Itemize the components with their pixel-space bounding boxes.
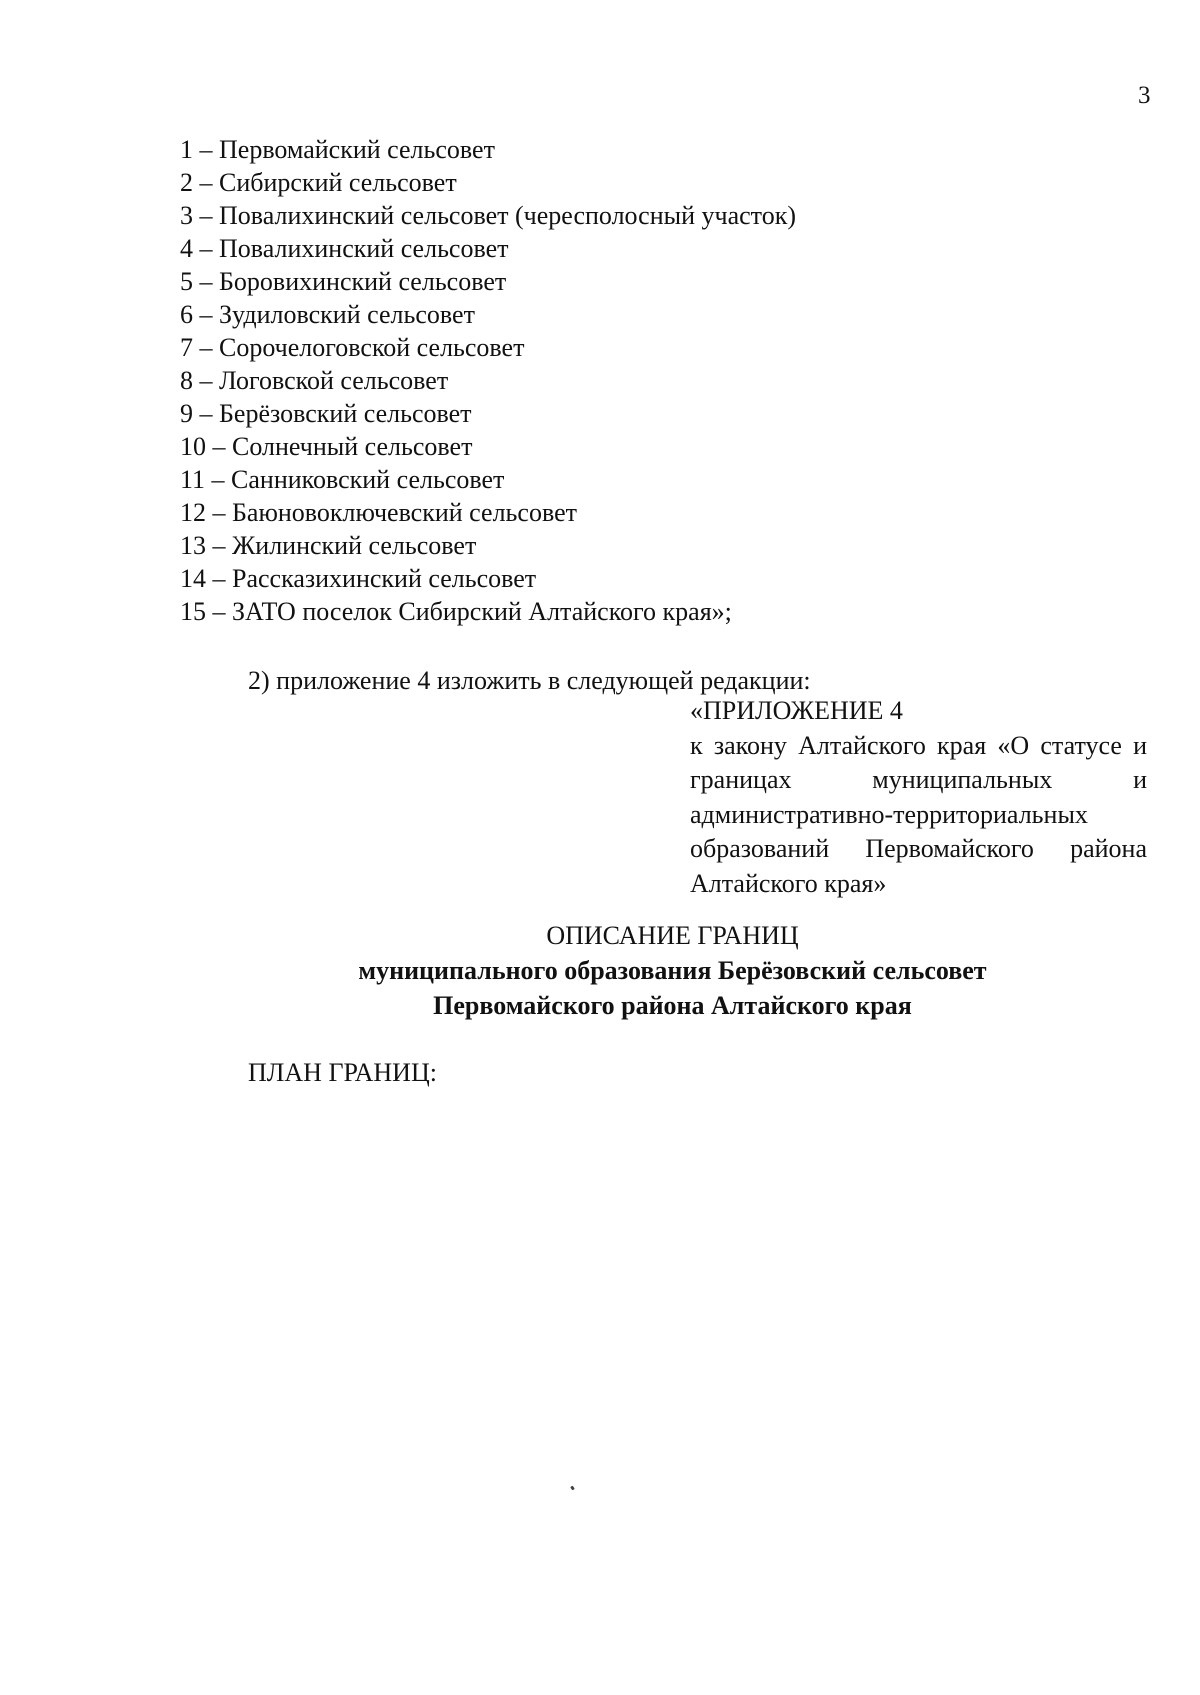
legend-item: 3 – Повалихинский сельсовет (чересполосный участок)	[180, 201, 796, 230]
amendment-instruction: 2) приложение 4 изложить в следующей редакции:	[248, 666, 811, 695]
legend-item: 5 – Боровихинский сельсовет	[180, 267, 507, 296]
description-heading: ОПИСАНИЕ ГРАНИЦ	[546, 921, 799, 950]
legend-item: 10 – Солнечный сельсовет	[180, 432, 473, 461]
description-title	[0, 918, 1200, 1023]
appendix-header	[690, 694, 1147, 901]
legend-item: 7 – Сорочелоговской сельсовет	[180, 333, 525, 362]
legend-list	[180, 133, 1080, 628]
scan-speck	[570, 1486, 575, 1491]
legend-item: 8 – Логовской сельсовет	[180, 366, 449, 395]
plan-label: ПЛАН ГРАНИЦ:	[248, 1058, 437, 1087]
legend-item: 12 – Баюновоключевский сельсовет	[180, 498, 577, 527]
page-number: 3	[1138, 82, 1151, 109]
description-subheading: муниципального образования Берёзовский сельсовет	[358, 956, 987, 985]
appendix-reference: к закону Алтайского края «О статусе и границах муниципальных и административно-территориальных образований Первомайского района Алтайского края»	[690, 730, 1147, 898]
legend-item: 9 – Берёзовский сельсовет	[180, 399, 472, 428]
legend-item: 1 – Первомайский сельсовет	[180, 135, 495, 164]
legend-item: 15 – ЗАТО поселок Сибирский Алтайского края»;	[180, 597, 732, 626]
legend-item: 4 – Повалихинский сельсовет	[180, 234, 509, 263]
description-subheading: Первомайского района Алтайского края	[433, 991, 912, 1020]
appendix-title: «ПРИЛОЖЕНИЕ 4	[690, 696, 903, 725]
legend-item: 2 – Сибирский сельсовет	[180, 168, 457, 197]
legend-item: 11 – Санниковский сельсовет	[180, 465, 505, 494]
legend-item: 13 – Жилинский сельсовет	[180, 531, 477, 560]
legend-item: 6 – Зудиловский сельсовет	[180, 300, 475, 329]
legend-item: 14 – Рассказихинский сельсовет	[180, 564, 537, 593]
